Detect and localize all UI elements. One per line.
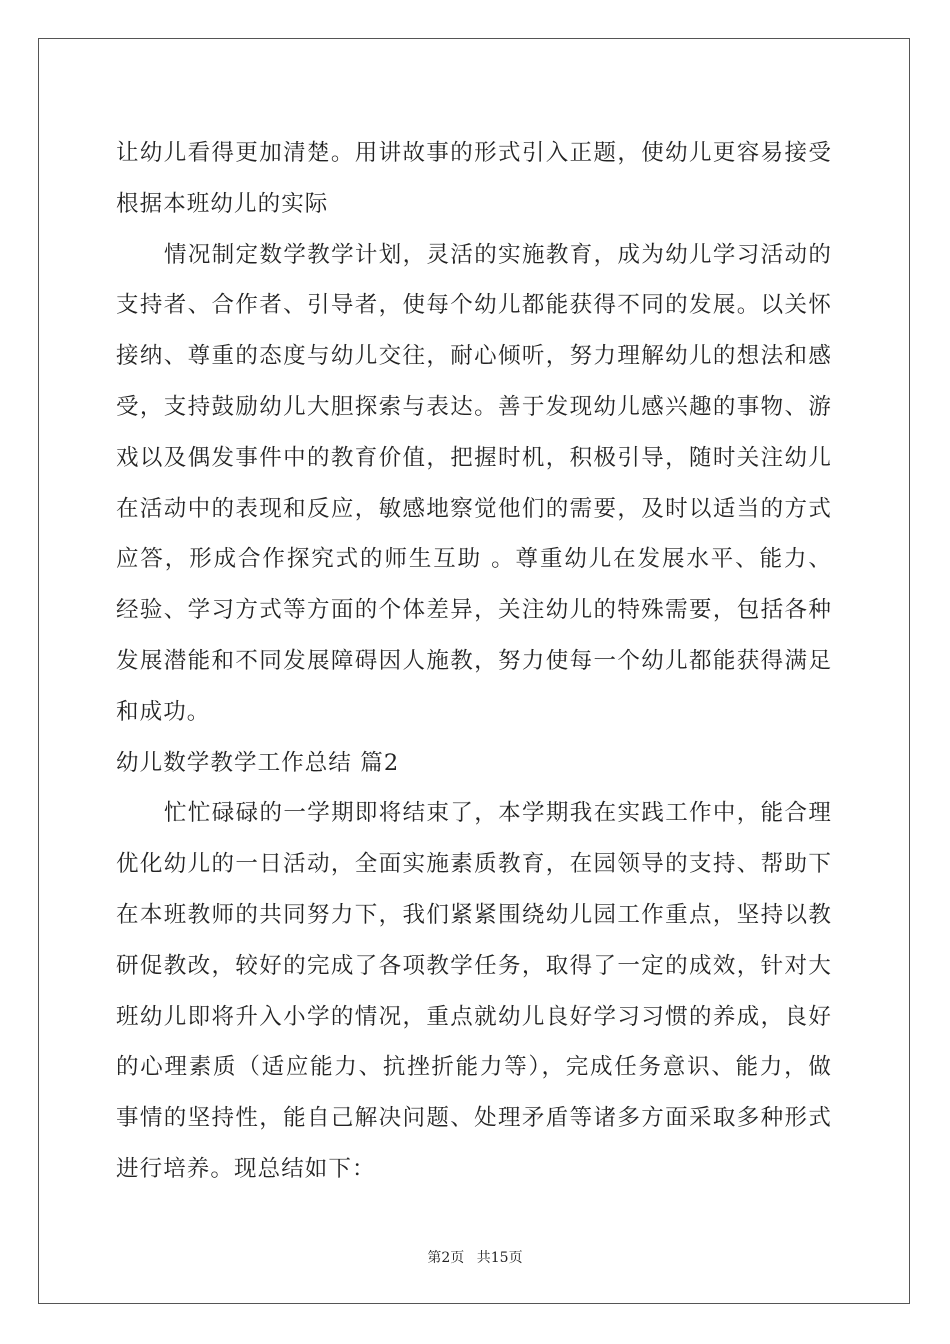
text-line: 班幼儿即将升入小学的情况，重点就幼儿良好学习习惯的养成，良好: [116, 1003, 832, 1030]
text-line: 受，支持鼓励幼儿大胆探索与表达。善于发现幼儿感兴趣的事物、游: [116, 393, 832, 420]
page-total: 共15页: [476, 1250, 523, 1266]
text-line: 支持者、合作者、引导者，使每个幼儿都能获得不同的发展。以关怀: [116, 292, 832, 319]
text-line: 的心理素质（适应能力、抗挫折能力等），完成任务意识、能力，做: [116, 1054, 832, 1081]
page-footer: [0, 1247, 950, 1267]
text-line: 进行培养。现总结如下：: [116, 1155, 376, 1182]
text-line: 忙忙碌碌的一学期即将结束了，本学期我在实践工作中，能合理: [164, 800, 832, 827]
text-line: 研促教改，较好的完成了各项教学任务，取得了一定的成效，针对大: [116, 952, 832, 979]
text-line: 在本班教师的共同努力下，我们紧紧围绕幼儿园工作重点，坚持以教: [116, 901, 832, 928]
text-line: 让幼儿看得更加清楚。用讲故事的形式引入正题，使幼儿更容易接受: [116, 140, 832, 166]
text-line: 应答，形成合作探究式的师生互助 。尊重幼儿在发展水平、能力、: [116, 546, 832, 573]
text-line: 根据本班幼儿的实际: [116, 190, 329, 217]
text-line: 戏以及偶发事件中的教育价值，把握时机，积极引导，随时关注幼儿: [116, 444, 832, 471]
text-line: 接纳、尊重的态度与幼儿交往，耐心倾听，努力理解幼儿的想法和感: [116, 343, 832, 370]
text-line: 发展潜能和不同发展障碍因人施教，努力使每一个幼儿都能获得满足: [116, 647, 832, 674]
text-line: 经验、学习方式等方面的个体差异，关注幼儿的特殊需要，包括各种: [116, 597, 832, 624]
text-line: 和成功。: [116, 698, 211, 725]
text-line: 幼儿数学教学工作总结 篇2: [116, 749, 400, 776]
text-line: 事情的坚持性，能自己解决问题、处理矛盾等诸多方面采取多种形式: [116, 1105, 832, 1132]
page-number: 第2页: [427, 1250, 465, 1266]
text-line: 在活动中的表现和反应，敏感地察觉他们的需要，及时以适当的方式: [116, 495, 832, 522]
document-body: [116, 128, 832, 1195]
text-line: 优化幼儿的一日活动，全面实施素质教育，在园领导的支持、帮助下: [116, 851, 832, 878]
text-line: 情况制定数学教学计划，灵活的实施教育，成为幼儿学习活动的: [164, 241, 832, 268]
